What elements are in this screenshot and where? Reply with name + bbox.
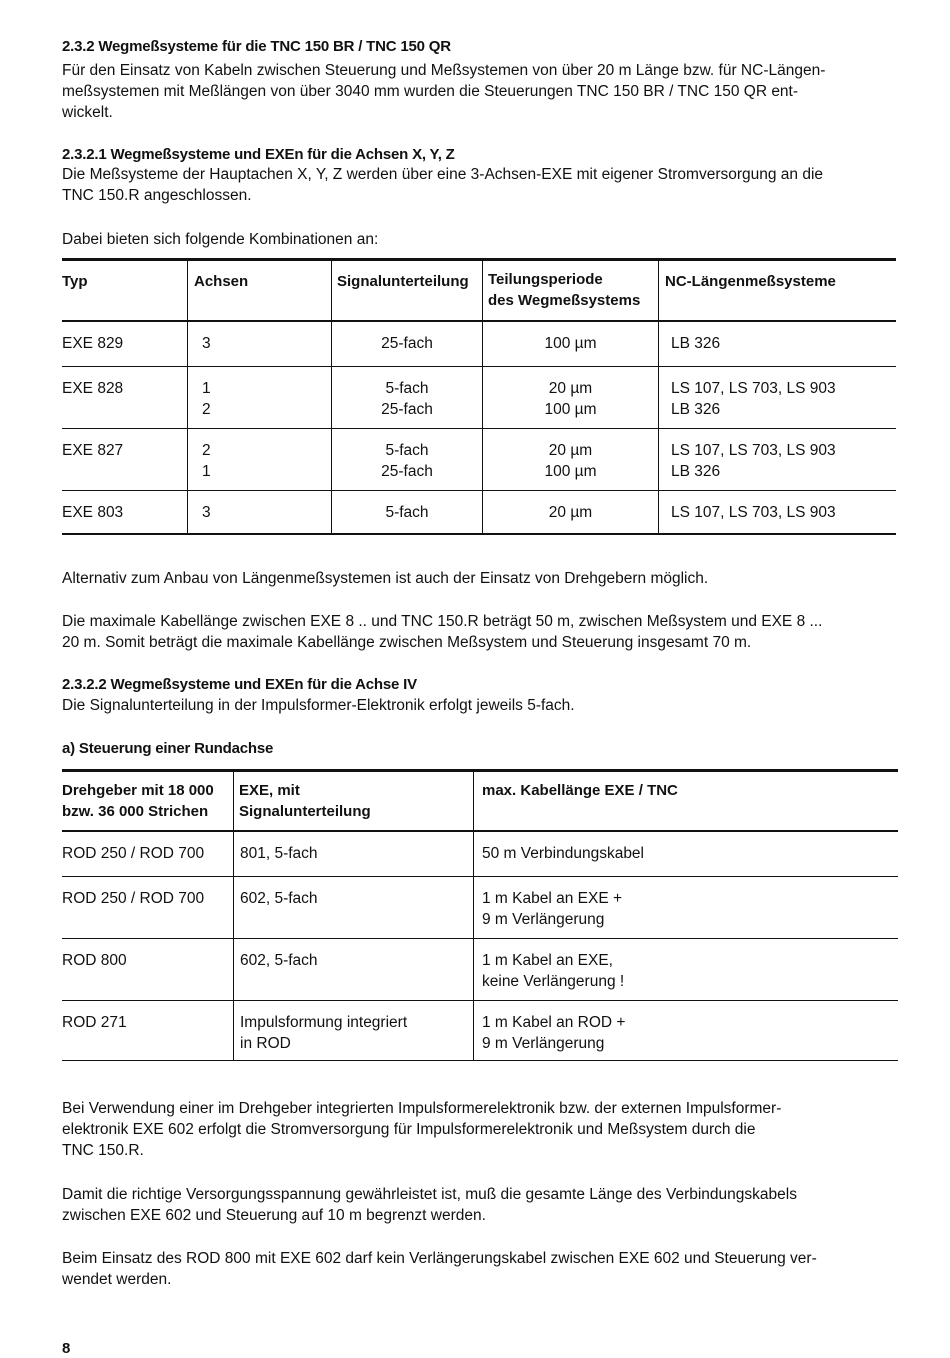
cell-teilungsperiode: 20 µm 100 µm (483, 428, 659, 490)
text-line: Für den Einsatz von Kabeln zwischen Steuerung und Meßsystemen von über 20 m Länge bzw. für NC-Längen- (62, 62, 826, 79)
cell-signalunterteilung: 25-fach (332, 321, 483, 366)
table-row (62, 428, 896, 490)
table-row (62, 490, 896, 534)
table-row (62, 366, 896, 428)
rundachse-table (62, 769, 898, 1061)
exe-combination-table (62, 258, 896, 535)
cell-nc-system: LB 326 (659, 321, 897, 366)
text-line: meßsystemen mit Meßlängen von über 3040 mm wurden die Steuerungen TNC 150 BR / TNC 150 QR ent- (62, 83, 799, 100)
paragraph-rod-800 (62, 1248, 912, 1290)
col-header-signalunterteilung: Signalunterteilung (332, 260, 483, 322)
cell-teilungsperiode: 20 µm (483, 490, 659, 534)
text-line: Die maximale Kabellänge zwischen EXE 8 .. und TNC 150.R beträgt 50 m, zwischen Meßsystem und EXE 8 ... (62, 613, 823, 630)
cell-nc-system: LS 107, LS 703, LS 903 (659, 490, 897, 534)
cell-typ: EXE 828 (62, 366, 188, 428)
cell-achsen: 2 1 (188, 428, 332, 490)
text-line: TNC 150.R angeschlossen. (62, 187, 252, 204)
cell-typ: EXE 827 (62, 428, 188, 490)
cell-exe: 602, 5-fach (234, 938, 474, 1000)
section-heading-2-3-2-2: 2.3.2.2 Wegmeßsysteme und EXEn für die Achse IV (62, 676, 417, 693)
cell-typ: EXE 803 (62, 503, 124, 521)
cell-signalunterteilung: 5-fach 25-fach (332, 428, 483, 490)
text-line: Bei Verwendung einer im Drehgeber integrierten Impulsformerelektronik bzw. der externen Impulsformer- (62, 1100, 782, 1117)
cell-nc-system: LS 107, LS 703, LS 903 LB 326 (659, 428, 897, 490)
text-line: TNC 150.R. (62, 1142, 144, 1159)
paragraph-alternativ: Alternativ zum Anbau von Längenmeßsystemen ist auch der Einsatz von Drehgebern möglich. (62, 570, 709, 587)
section-heading-2-3-2-1: 2.3.2.1 Wegmeßsysteme und EXEn für die Achsen X, Y, Z (62, 146, 455, 163)
cell-signalunterteilung: 5-fach (332, 490, 483, 534)
cell-drehgeber: ROD 271 (62, 1013, 127, 1031)
text-line: zwischen EXE 602 und Steuerung auf 10 m begrenzt werden. (62, 1207, 486, 1224)
cell-kabellaenge: 1 m Kabel an EXE, keine Verlängerung ! (474, 938, 899, 1000)
table-row (62, 1000, 898, 1060)
table-header-row (62, 771, 898, 832)
text-line: Die Meßsysteme der Hauptachen X, Y, Z werden über eine 3-Achsen-EXE mit eigener Stromversorgung an die (62, 166, 824, 183)
text-line: 20 m. Somit beträgt die maximale Kabellänge zwischen Meßsystem und Steuerung insgesamt 70 m. (62, 634, 752, 651)
table-intro: Dabei bieten sich folgende Kombinationen an: (62, 231, 379, 248)
text-line: wickelt. (62, 104, 113, 121)
cell-nc-system: LS 107, LS 703, LS 903 LB 326 (659, 366, 897, 428)
section-2-3-2-2-body: Die Signalunterteilung in der Impulsformer-Elektronik erfolgt jeweils 5-fach. (62, 697, 575, 714)
cell-typ: EXE 829 (62, 321, 188, 366)
cell-kabellaenge: 1 m Kabel an ROD + 9 m Verlängerung (474, 1000, 899, 1060)
cell-exe: 602, 5-fach (234, 876, 474, 938)
col-header-nc-laengenmesssysteme: NC-Längenmeßsysteme (659, 260, 897, 322)
text-line: Damit die richtige Versorgungsspannung gewährleistet ist, muß die gesamte Länge des Verbindungskabels (62, 1186, 797, 1203)
text-line: wendet werden. (62, 1271, 172, 1288)
table-row (62, 876, 898, 938)
text-line: Beim Einsatz des ROD 800 mit EXE 602 darf kein Verlängerungskabel zwischen EXE 602 und Steuerung ver- (62, 1250, 817, 1267)
cell-drehgeber: ROD 250 / ROD 700 (62, 831, 234, 876)
cell-drehgeber: ROD 250 / ROD 700 (62, 876, 234, 938)
cell-exe: Impulsformung integriert in ROD (234, 1000, 474, 1060)
col-header-kabellaenge: max. Kabellänge EXE / TNC (474, 771, 899, 832)
section-2-3-2-body (62, 60, 902, 123)
col-header-teilungsperiode: Teilungsperiode des Wegmeßsystems (483, 260, 659, 322)
cell-achsen: 1 2 (188, 366, 332, 428)
paragraph-verwendung (62, 1098, 912, 1161)
section-2-3-2-1-body (62, 164, 902, 206)
col-header-exe: EXE, mit Signalunterteilung (234, 771, 474, 832)
cell-kabellaenge: 50 m Verbindungskabel (474, 831, 899, 876)
cell-teilungsperiode: 20 µm 100 µm (483, 366, 659, 428)
subsection-heading-a: a) Steuerung einer Rundachse (62, 740, 274, 757)
text-line: elektronik EXE 602 erfolgt die Stromversorgung für Impulsformerelektronik und Meßsystem durch die (62, 1121, 756, 1138)
table-row (62, 831, 898, 876)
cell-signalunterteilung: 5-fach 25-fach (332, 366, 483, 428)
cell-achsen: 3 (188, 321, 332, 366)
paragraph-kabellaenge (62, 611, 912, 653)
cell-exe: 801, 5-fach (234, 831, 474, 876)
col-header-drehgeber: Drehgeber mit 18 000 bzw. 36 000 Strichen (62, 771, 234, 832)
table-header-row (62, 260, 896, 322)
col-header-achsen: Achsen (188, 260, 332, 322)
cell-drehgeber: ROD 800 (62, 938, 234, 1000)
section-heading-2-3-2: 2.3.2 Wegmeßsysteme für die TNC 150 BR / TNC 150 QR (62, 38, 451, 55)
table-row (62, 321, 896, 366)
paragraph-versorgungsspannung (62, 1184, 912, 1226)
page-number: 8 (62, 1340, 71, 1357)
cell-teilungsperiode: 100 µm (483, 321, 659, 366)
cell-achsen: 3 (188, 490, 332, 534)
table-row (62, 938, 898, 1000)
col-header-typ: Typ (62, 260, 188, 322)
cell-kabellaenge: 1 m Kabel an EXE + 9 m Verlängerung (474, 876, 899, 938)
